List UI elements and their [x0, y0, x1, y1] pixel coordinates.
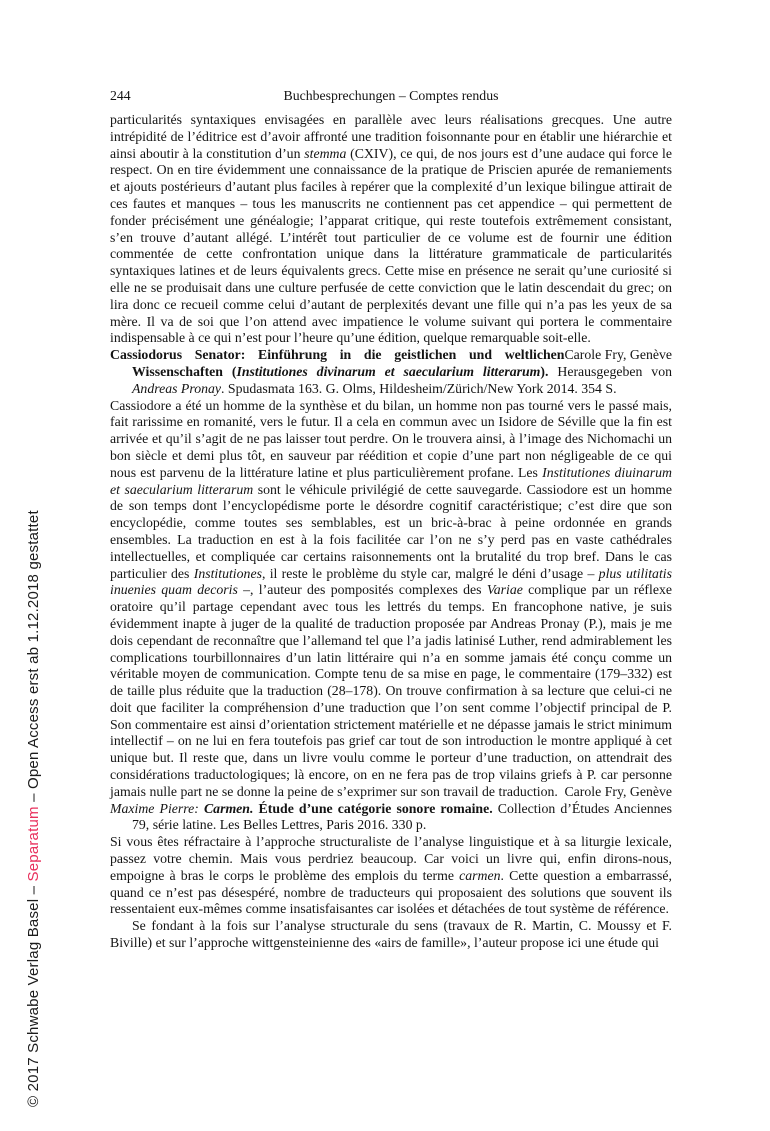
reviewer-signature: Carole Fry, Genève — [564, 347, 672, 363]
reviewer-signature: Carole Fry, Genève — [564, 783, 672, 799]
text-run: complique par un réflexe oratoire qu’il partage cependant avec tous les lettrés du temps. En francophone native, je suis évidemment inapte à juger de la qualité de traduction proposée par Andreas Pronay (P.), mais je me dois cependant de reconnaître que l’allemand tel que l’a jadis latinisé Luther, rend admirablement les complications tourbillonnaires d’un latin littéraire qui n’a en somme jamais été conçu comme un véritable moyen de communication. Compte tenu de sa mise en page, le commentaire (179–332) est de taille plus réduite que la traduction (28–178). On trouve confirmation à sa lecture que celui-ci ne doit que faciliter la compréhension d’une traduction que l’on sent comme l’objectif principal de P. Son commentaire est ainsi d’orientation strictement matérielle et ne dépasse jamais le strict minimum intellectif – on ne lui en fera toutefois pas grief car tout de son introduction le montre appliqué à cet unique but. Il reste que, dans un livre voulu comme le porteur d’une traduction, on attendrait des considérations traductologiques; là encore, on en ne fera pas de trop vilains griefs à P. car personne jamais nulle part ne se donne la peine de s’exprimer sur son travail de traduction. — [110, 582, 673, 799]
separatum-highlight: Separatum — [25, 806, 42, 882]
text-run: Herausgegeben von — [548, 363, 672, 379]
review-paragraph — [110, 834, 672, 918]
text-run: Si vous êtes réfractaire à l’approche structuraliste de l’analyse linguistique et à sa liturgie lexicale, passez votre chemin. Mais vous perdriez beaucoup. Car voici un livre qui, enfin dirons-nous, empoigne à bras le corps le problème des emplois du terme — [110, 834, 672, 883]
text-run: , il reste le problème du style car, malgré le déni d’usage – — [261, 565, 599, 581]
text-run: Institutiones diuinarum et saecularium litterarum — [110, 464, 672, 497]
text-run: –, l’auteur des pomposités complexes des — [237, 582, 487, 598]
review-paragraph — [110, 918, 672, 952]
text-column — [110, 88, 672, 952]
text-run: stemma — [304, 145, 347, 161]
text-run: plus utilitatis inuenies quam decoris — [110, 565, 672, 598]
text-run: carmen — [459, 867, 501, 883]
text-run: particularités syntaxiques envisagées en parallèle avec leurs réalisations grecques. Une autre intrépidité de l’éditrice est d’avoir affronté une tradition foisonnante pour en établir une hiérarchie et ainsi aboutir à la constitution d’un — [110, 112, 672, 161]
text-run: . Spudasmata 163. G. Olms, Hildesheim/Zürich/New York 2014. 354 S. — [221, 380, 617, 396]
copyright-text-suffix: – Open Access erst ab 1.12.2018 gestattet — [25, 510, 42, 807]
text-run: ). — [540, 363, 549, 379]
text-run: (CXIV), ce qui, de nos jours est d’une audace qui force le respect. On en tire évidemment une connaissance de la pratique de Priscien apurée de remaniements et ajouts postérieurs d’autant plus faciles à repérer que la complexité d’un lexique bilingue attirait de ces fautes et manques – tous les manuscrits ne contiennent pas cet appendice – qui permettent de fonder précisément une généalogie; l’apparat critique, qui reste toutefois extrêmement consistant, s’en trouve d’autant allégé. L’intérêt tout particulier de ce volume est de fournir une édition commentée de cette confrontation unique dans la littérature grammaticale de particularités syntaxiques latines et de leurs équivalents grecs. Cette mise en présence ne serait qu’une curiosité si elle ne se produisait dans une culture perfusée de cette conviction que le latin descendait du grec; on lira donc ce recueil comme celui d’autant de perplexités devant une fille qui n’a pas les yeux de sa mère. Il va de soi que l’on attend avec impatience le volume suivant qui portera le commentaire indispensable à ce qui n’est pour l’heure qu’une édition, quelque remarquable soit-elle. — [110, 145, 672, 346]
text-run: Variae — [486, 582, 523, 598]
running-head — [110, 88, 672, 105]
text-run: Étude d’une catégorie sonore romaine. — [253, 800, 493, 816]
book-citation — [110, 801, 672, 835]
text-run: Maxime Pierre: — [110, 800, 204, 816]
text-run: Cassiodorus Senator: Einführung in die geistlichen und weltlichen Wissenschaften ( — [110, 347, 565, 379]
reviews — [110, 112, 672, 952]
text-run: . Cette question a embarrassé, quand ce n’est pas désespéré, nombre de traducteurs qui proposaient des solutions que souvent ils ressentaient eux-mêmes comme insatisfaisantes car isolées et détachées de tout système de référence. — [110, 867, 672, 917]
text-run: Se fondant à la fois sur l’analyse structurale du sens (travaux de R. Martin, C. Moussy et F. Biville) et sur l’approche wittgensteinienne des «airs de famille», l’auteur propose ici une étude qui — [110, 918, 672, 951]
copyright-sidebar — [25, 510, 42, 1107]
text-run: Cassiodore a été un homme de la synthèse et du bilan, un homme non pas tourné vers le passé mais, fait rarissime en romanité, vers le futur. Il a cela en commun avec un Isidore de Séville que la fin est arrivée et qu’il s’agit de ne pas laisser tout perdre. On le trouvera ainsi, à l’image des Nichomachi un bon siècle et demi plus tôt, en sauveur par réédition et copie d’une part non négligeable de ce qui nous est parvenu de la littérature latine et plus particulièrement profane. Les — [110, 397, 672, 480]
text-run: sont le véhicule privilégié de cette sauvegarde. Cassiodore est un homme de son temps dont l’encyclopédisme porte le désordre cognitif caractéristique; c’est dire que son encyclopédie, comme toutes ses semblables, est un bric-à-brac à peine ordonnée en grands ensembles. La traduction en est à la fois facilitée car l’on ne s’y perd pas en vaste cathédrales intellectuelles, et compliquée car certains raisonnements ont la brutalité du trop bref. Dans le cas particulier des — [110, 481, 672, 581]
text-run: Institutiones divinarum et saecularium litterarum — [236, 363, 541, 379]
text-run: Carmen. — [203, 800, 254, 816]
review-paragraph — [110, 398, 672, 801]
text-run: Collection d’Études Anciennes 79, série latine. Les Belles Lettres, Paris 2016. 330 p. — [132, 800, 673, 833]
copyright-text-prefix: © 2017 Schwabe Verlag Basel – — [25, 881, 42, 1107]
running-head-title: Buchbesprechungen – Comptes rendus — [283, 88, 499, 103]
text-run: Andreas Pronay — [132, 380, 222, 396]
page-number: 244 — [110, 88, 131, 103]
text-run: Institutiones — [193, 565, 262, 581]
